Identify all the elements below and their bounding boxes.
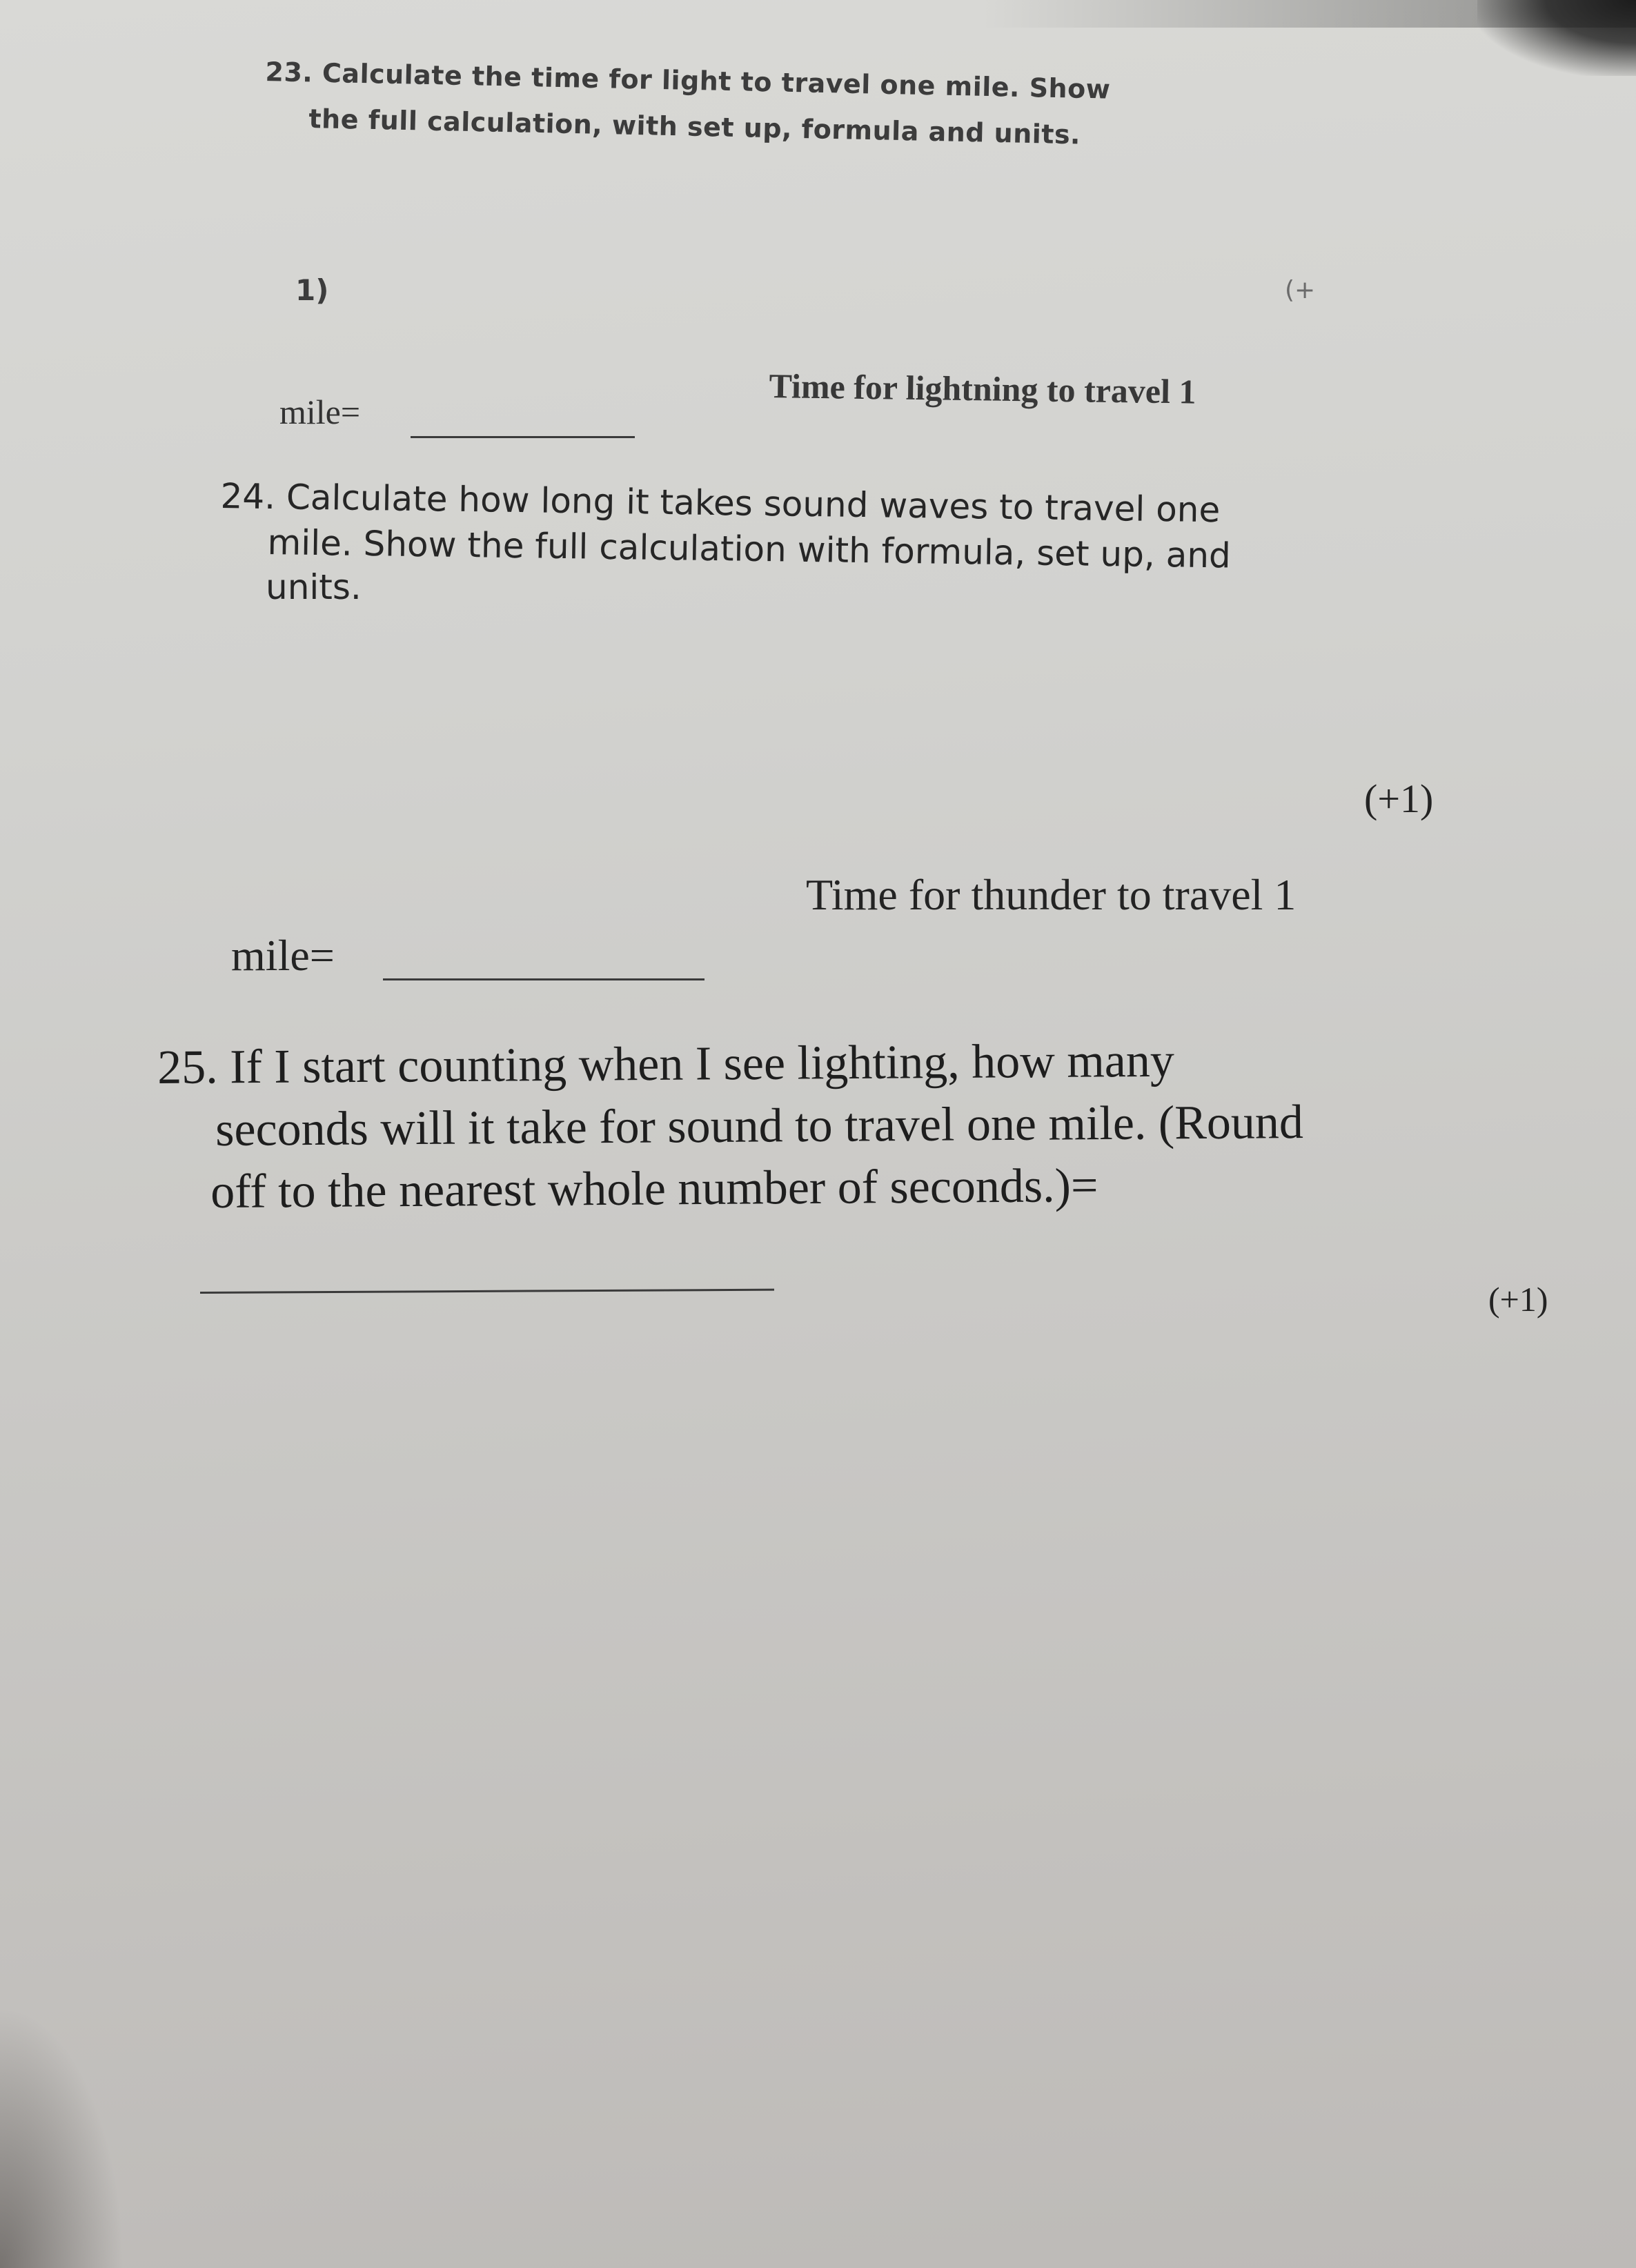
q25-line-1: 25. If I start counting when I see lighting, how many xyxy=(157,1034,1175,1094)
q24-answer-prompt: Time for thunder to travel 1 xyxy=(806,870,1297,919)
q25-answer-blank[interactable] xyxy=(200,1289,774,1294)
q25-points: (+1) xyxy=(1488,1280,1548,1319)
page-edge-shadow xyxy=(0,0,1636,28)
q23-answer-unit: mile= xyxy=(279,393,361,431)
q23-points: (+ xyxy=(1285,276,1316,304)
q24-line-3: units. xyxy=(266,567,362,607)
q24-answer-unit: mile= xyxy=(231,931,335,980)
corner-shadow xyxy=(1477,0,1636,76)
q25-line-3: off to the nearest whole number of seconds.)= xyxy=(210,1159,1098,1219)
q23-step-label: 1) xyxy=(295,273,329,307)
bottom-left-shadow xyxy=(0,2006,124,2268)
q24-points: (+1) xyxy=(1364,776,1434,821)
q23-answer-blank[interactable] xyxy=(411,436,635,438)
q23-line-1: 23. Calculate the time for light to travel one mile. Show xyxy=(265,57,1111,105)
q24-line-1: 24. Calculate how long it takes sound waves to travel one xyxy=(220,476,1221,531)
q23-answer-prompt: Time for lightning to travel 1 xyxy=(769,366,1196,411)
q24-answer-blank[interactable] xyxy=(383,978,704,980)
q24-line-2: mile. Show the full calculation with formula, set up, and xyxy=(267,522,1232,576)
q25-line-2: seconds will it take for sound to travel one mile. (Round xyxy=(215,1095,1304,1156)
q23-line-2: the full calculation, with set up, formula and units. xyxy=(308,103,1081,150)
